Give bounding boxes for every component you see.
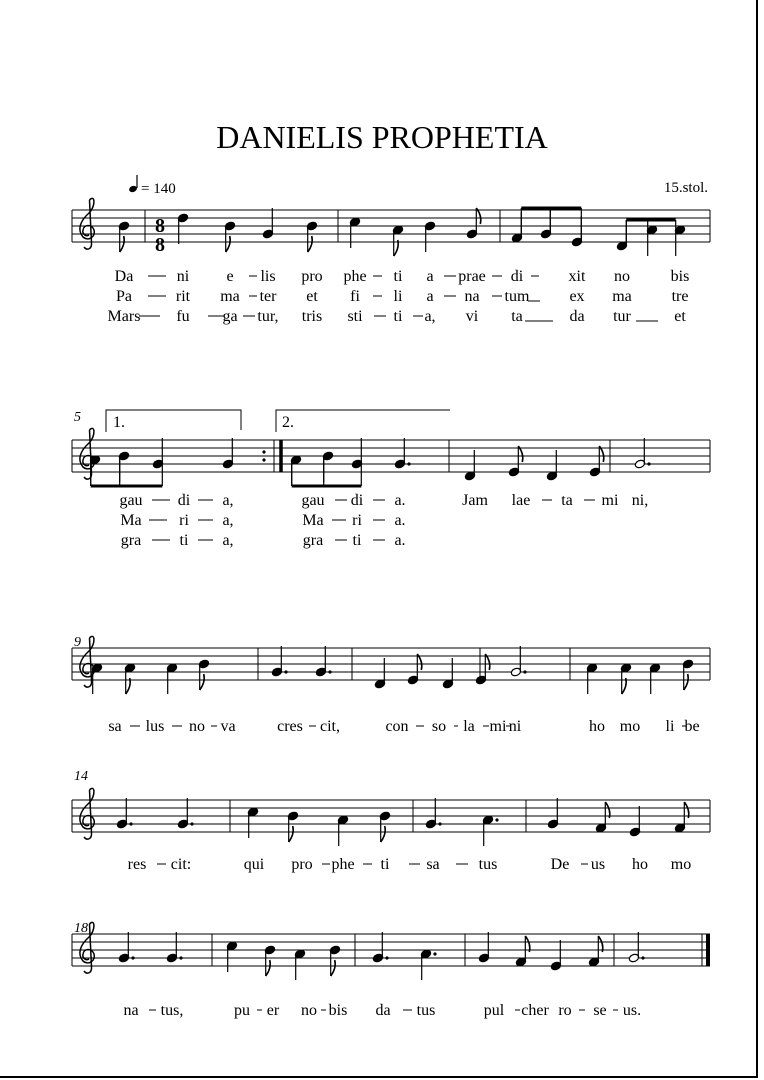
composer-note: 15.stol. <box>663 180 708 196</box>
lyric-syllable: us. <box>622 1002 642 1019</box>
note <box>222 438 233 469</box>
note <box>682 659 693 690</box>
lyric-syllable: Ma <box>302 512 324 529</box>
clefs <box>80 198 94 973</box>
lyric-syllable: di <box>177 492 191 509</box>
lyric-syllable: cres <box>277 718 303 735</box>
lyric-syllable: di <box>510 268 524 285</box>
lyric-syllable: se <box>593 1002 607 1019</box>
lyric-syllable: mo <box>670 856 692 873</box>
note <box>374 658 385 689</box>
lyric-syllable: ho <box>632 856 648 873</box>
lyric-syllable: a, <box>222 532 234 549</box>
lyric-syllable: qui <box>243 856 265 873</box>
note <box>482 815 498 846</box>
lyric-syllable: ni, <box>631 492 649 509</box>
note <box>264 945 275 976</box>
note <box>628 932 644 963</box>
note <box>379 811 390 842</box>
lyric-syllable: ta <box>511 308 523 325</box>
lyric-syllable: rit <box>175 288 191 305</box>
note <box>271 646 287 677</box>
note <box>478 932 489 963</box>
lyric-syllable: et <box>674 308 686 325</box>
lyric-syllable: prae <box>458 268 486 285</box>
time-signature <box>155 215 165 256</box>
lyric-syllable: gra <box>302 532 324 549</box>
lyric-syllable: no <box>614 268 630 285</box>
measure-number: 5 <box>74 410 81 425</box>
lyric-syllable: ti <box>393 308 403 325</box>
lyric-syllable: bis <box>670 268 690 285</box>
lyric-syllable: bis <box>328 1002 348 1019</box>
lyric-syllable: Ma <box>120 512 142 529</box>
note <box>420 949 436 980</box>
note <box>392 225 403 256</box>
lyric-syllable: no <box>189 718 205 735</box>
lyric-syllable: tum <box>504 288 530 305</box>
lyric-syllable: ga <box>222 308 238 325</box>
treble-clef-icon <box>80 788 94 839</box>
note <box>287 811 298 842</box>
lyric-syllable: mi <box>601 492 619 509</box>
lyric-syllable: li <box>665 718 675 735</box>
note <box>550 940 561 971</box>
lyric-syllable: us <box>590 856 606 873</box>
lyric-syllable: a, <box>222 492 234 509</box>
note <box>674 802 689 833</box>
note <box>424 221 435 252</box>
treble-clef-icon <box>80 198 94 249</box>
note <box>118 932 134 963</box>
note <box>166 932 182 963</box>
lyric-syllable: na <box>464 288 480 305</box>
lyric-syllable: a, <box>222 512 234 529</box>
note <box>586 663 597 694</box>
beam <box>91 456 163 486</box>
note <box>649 663 660 694</box>
lyric-syllable: tris <box>301 308 323 325</box>
lyric-syllable: fi <box>350 288 360 305</box>
note <box>595 802 610 833</box>
note <box>464 450 475 481</box>
lyric-syllable: tur, <box>257 308 279 325</box>
lyric-syllable: sa <box>108 718 122 735</box>
note <box>620 663 631 694</box>
note <box>294 949 305 980</box>
lyric-syllable: mo <box>619 718 641 735</box>
lyric-syllable: tus <box>478 856 498 873</box>
note <box>510 646 526 677</box>
lyric-syllable: lae <box>511 492 531 509</box>
svg-text:= 140: = 140 <box>141 181 176 197</box>
lyric-syllable: ma <box>612 288 632 305</box>
note <box>198 659 209 690</box>
note <box>442 658 453 689</box>
lyric-syllable: ni <box>176 268 190 285</box>
lyric-syllable: cher <box>521 1002 549 1019</box>
lyric-syllable: ro <box>558 1002 572 1019</box>
lyric-syllable: tus, <box>160 1002 184 1019</box>
note <box>634 438 650 469</box>
lyric-syllable: da <box>375 1002 391 1019</box>
lyric-syllable: da <box>569 308 585 325</box>
lyric-syllable: sa <box>426 856 440 873</box>
note <box>226 941 237 972</box>
lyric-syllable: er <box>266 1002 280 1019</box>
volta-bracket-2 <box>276 410 450 432</box>
note <box>166 663 177 694</box>
measure-number: 18 <box>74 921 88 936</box>
note <box>329 945 340 976</box>
lyric-syllable: mi <box>489 718 507 735</box>
lyric-syllable: xit <box>568 268 586 285</box>
lyric-syllable: a <box>426 268 434 285</box>
note <box>118 221 129 252</box>
lyric-syllable: Pa <box>116 288 132 305</box>
note <box>546 450 557 481</box>
lyric-syllable: sti <box>347 308 363 325</box>
note <box>247 807 258 838</box>
treble-clef-icon <box>80 428 94 479</box>
lyric-syllable: con <box>385 718 409 735</box>
note <box>547 798 558 829</box>
lyric-syllable: cit: <box>170 856 192 873</box>
lyric-syllable: a. <box>394 512 406 529</box>
lyric-syllable: a. <box>394 532 406 549</box>
lyric-syllable: lus <box>145 718 165 735</box>
note <box>629 806 640 837</box>
lyric-syllable: ti <box>352 532 362 549</box>
note <box>588 936 603 967</box>
note <box>124 663 135 694</box>
lyric-syllable: gau <box>301 492 325 509</box>
lyric-syllable: cit, <box>320 718 340 735</box>
page-title: DANIELIS PROPHETIA <box>216 119 548 155</box>
beam <box>292 456 362 486</box>
lyric-syllable: ter <box>259 288 277 305</box>
lyric-syllable: Da <box>114 268 134 285</box>
lyric-syllable: De <box>550 856 570 873</box>
note <box>262 208 273 239</box>
volta-bracket-1 <box>106 410 241 432</box>
lyric-syllable: a, <box>424 308 436 325</box>
lyric-syllable: pro <box>301 268 323 285</box>
lyric-syllable: ex <box>569 288 585 305</box>
svg-text:8: 8 <box>155 215 165 237</box>
lyrics <box>108 268 700 1019</box>
note <box>91 663 102 694</box>
note <box>116 798 132 829</box>
lyric-syllable: ni <box>508 718 522 735</box>
lyric-syllable: be <box>684 718 700 735</box>
lyric-syllable: phe <box>331 856 355 873</box>
lyric-syllable: ti <box>380 856 390 873</box>
lyric-syllable: tur <box>613 308 631 325</box>
lyric-syllable: gra <box>120 532 142 549</box>
lyric-syllable: so <box>431 718 447 735</box>
lyric-syllable: pro <box>291 856 313 873</box>
lyric-syllable: di <box>350 492 364 509</box>
measure-number: 14 <box>74 769 88 784</box>
note <box>372 932 388 963</box>
lyric-syllable: Mars <box>107 308 141 325</box>
note <box>306 221 317 252</box>
lyric-syllable: la <box>463 718 475 735</box>
lyric-syllable: li <box>393 288 403 305</box>
svg-text:2.: 2. <box>282 414 294 431</box>
measure-number: 9 <box>74 635 81 650</box>
lyric-syllable: tus <box>416 1002 436 1019</box>
quarter-note-icon <box>128 185 138 193</box>
lyric-syllable: ti <box>393 268 403 285</box>
note <box>224 221 235 252</box>
lyric-syllable: ri <box>179 512 189 529</box>
repeat-dot <box>262 458 265 461</box>
note <box>425 798 441 829</box>
note <box>315 646 331 677</box>
lyric-syllable: gau <box>119 492 143 509</box>
lyric-syllable: ti <box>179 532 189 549</box>
lyric-syllable: Jam <box>462 492 488 509</box>
lyric-syllable: a <box>426 288 434 305</box>
note <box>515 936 530 967</box>
lyric-syllable: ta <box>561 492 573 509</box>
beam <box>521 208 581 242</box>
lyric-syllable: ma <box>220 288 240 305</box>
repeat-dot <box>262 450 265 453</box>
lyric-syllable: ri <box>352 512 362 529</box>
lyric-syllable: lis <box>260 268 276 285</box>
lyric-syllable: a. <box>394 492 406 509</box>
svg-text:1.: 1. <box>113 414 125 431</box>
lyric-syllable: e <box>226 268 234 285</box>
lyric-syllable: pu <box>234 1002 250 1019</box>
lyric-syllable: pul <box>483 1002 505 1019</box>
lyric-syllable: fu <box>176 308 190 325</box>
lyric-syllable: vi <box>465 308 479 325</box>
note <box>394 438 410 469</box>
svg-text:8: 8 <box>155 234 165 256</box>
lyric-syllable: va <box>220 718 236 735</box>
note <box>177 213 188 244</box>
note <box>177 798 193 829</box>
note <box>337 815 348 846</box>
lyric-syllable: et <box>306 288 318 305</box>
note <box>349 217 360 248</box>
lyric-syllable: ho <box>589 718 605 735</box>
lyric-syllable: res <box>127 856 147 873</box>
tempo-marking <box>128 175 176 197</box>
lyric-syllable: tre <box>671 288 689 305</box>
lyric-syllable: na <box>123 1002 139 1019</box>
lyric-syllable: no <box>301 1002 317 1019</box>
lyric-syllable: phe <box>343 268 367 285</box>
